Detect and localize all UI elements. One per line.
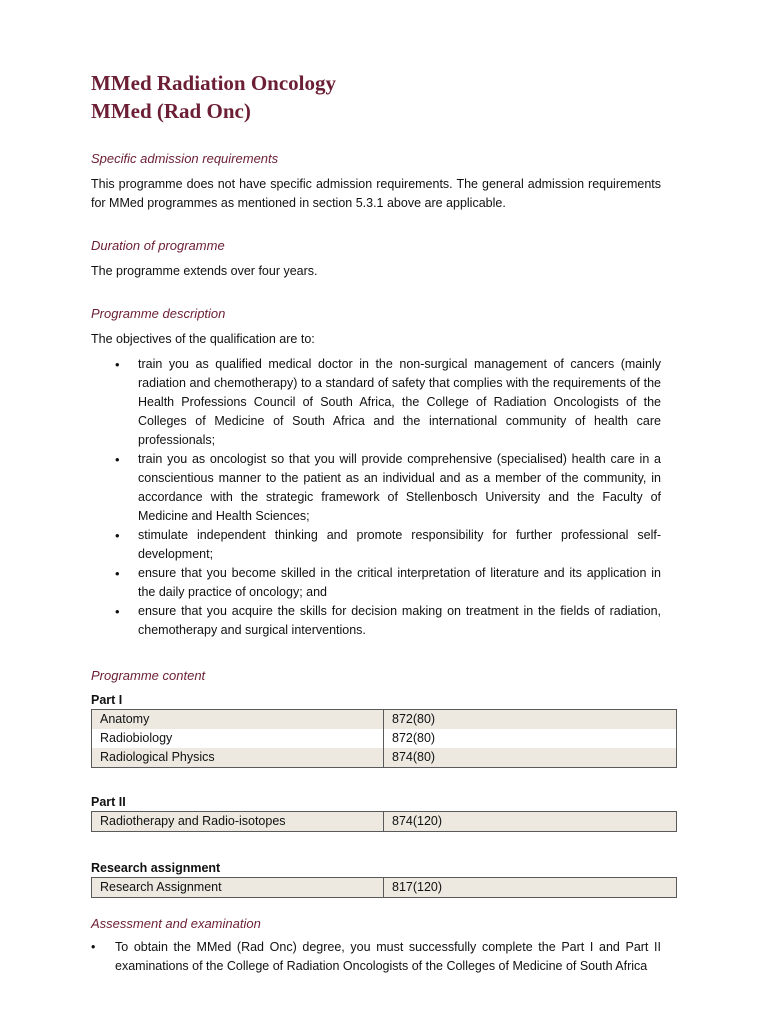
table-row (92, 812, 677, 832)
assessment-heading: Assessment and examination (91, 916, 261, 931)
admission-text: This programme does not have specific admission requirements. The general admission requirements for MMed programmes as mentioned in section 5.3.1 above are applicable. (91, 177, 661, 210)
description-heading: Programme description (91, 306, 226, 321)
page-subtitle: MMed (Rad Onc) (91, 99, 251, 123)
objectives-intro: The objectives of the qualification are to: (91, 332, 315, 346)
module-code: 874(80) (384, 748, 677, 768)
table-row (92, 710, 677, 730)
table-row (92, 748, 677, 768)
module-code: 874(120) (384, 812, 677, 832)
assessment-item: • To obtain the MMed (Rad Onc) degree, you must successfully complete the Part I and Part II examinations of the College of Radiation Oncologists of the Colleges of Medicine of South Africa (91, 938, 661, 976)
module-code: 872(80) (384, 710, 677, 730)
module-name: Radiobiology (92, 729, 384, 748)
research-label: Research assignment (91, 861, 221, 875)
objective-item: • stimulate independent thinking and promote responsibility for further professional self-development; (91, 526, 661, 564)
table-row (92, 878, 677, 898)
module-name: Research Assignment (92, 878, 384, 898)
duration-text: The programme extends over four years. (91, 264, 318, 278)
assessment-list (91, 938, 661, 976)
part2-table (91, 811, 677, 832)
module-name: Anatomy (92, 710, 384, 730)
objective-item: • ensure that you acquire the skills for decision making on treatment in the fields of radiation, chemotherapy and surgical interventions. (91, 602, 661, 640)
module-code: 872(80) (384, 729, 677, 748)
part1-label: Part I (91, 693, 123, 707)
module-name: Radiological Physics (92, 748, 384, 768)
duration-heading: Duration of programme (91, 238, 225, 253)
objective-item: • ensure that you become skilled in the critical interpretation of literature and its application in the daily practice of oncology; and (91, 564, 661, 602)
content-heading: Programme content (91, 668, 206, 683)
module-code: 817(120) (384, 878, 677, 898)
part1-table (91, 709, 677, 768)
part2-label: Part II (91, 795, 126, 809)
objective-item: • train you as oncologist so that you will provide comprehensive (specialised) health care in a conscientious manner to the patient as an individual and as a member of the community, in accordance with the strategic framework of Stellenbosch University and the Faculty of Medicine and Health Sciences; (91, 450, 661, 526)
objective-item: • train you as qualified medical doctor in the non-surgical management of cancers (mainly radiation and chemotherapy) to a standard of safety that complies with the requirements of the Health Professions Council of South Africa, the College of Radiation Oncologists of the Colleges of Medicine of South Africa and the international community of health care professionals; (91, 355, 661, 450)
table-row (92, 729, 677, 748)
objectives-list (91, 355, 661, 640)
admission-heading: Specific admission requirements (91, 151, 279, 166)
research-table (91, 877, 677, 898)
module-name: Radiotherapy and Radio-isotopes (92, 812, 384, 832)
document-page (91, 70, 661, 976)
page-title: MMed Radiation Oncology (91, 71, 336, 95)
